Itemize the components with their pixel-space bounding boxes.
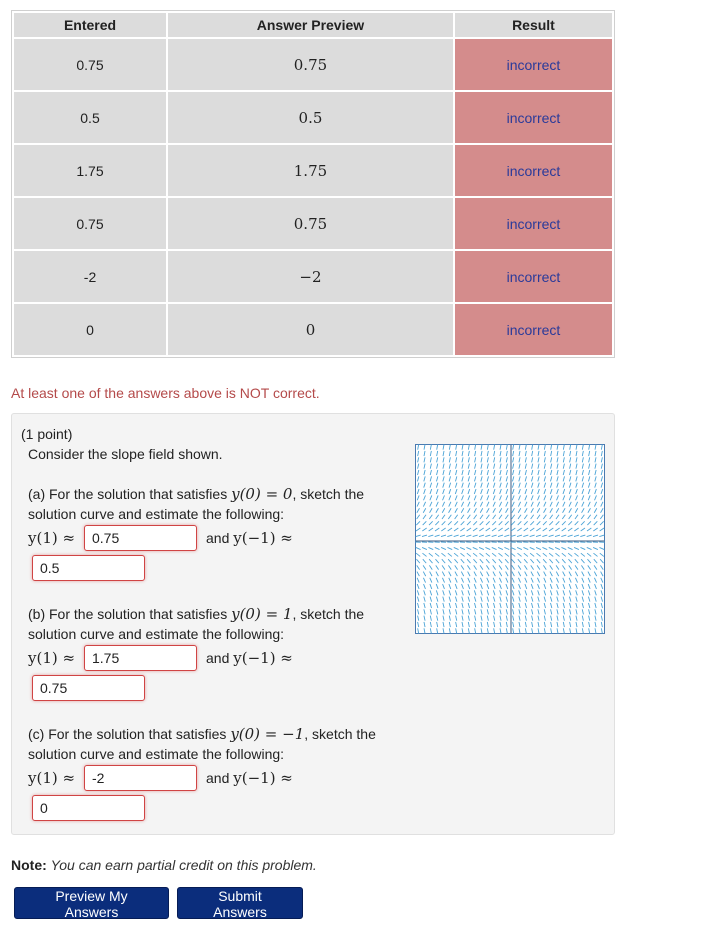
results-row — [14, 198, 612, 249]
part-b-text: (b) For the solution that satisfies y(0) = 1, sketch the solution curve and estimate the following: — [28, 605, 365, 642]
part-b-ym1-input[interactable] — [32, 675, 145, 701]
entered-cell: 0.75 — [14, 39, 166, 90]
results-header-row — [14, 13, 612, 37]
part-b-condition: y(0) = 1 — [231, 605, 293, 623]
entered-cell: 0.5 — [14, 92, 166, 143]
header-entered: Entered — [14, 13, 166, 37]
part-a-ym1-input[interactable] — [32, 555, 145, 581]
result-cell: incorrect — [455, 145, 612, 196]
result-cell: incorrect — [455, 39, 612, 90]
results-row — [14, 92, 612, 143]
part-a-and-label: and y(−1) ≈ — [206, 529, 293, 547]
part-b-y1-label: y(1) ≈ — [28, 649, 76, 667]
result-cell: incorrect — [455, 304, 612, 355]
part-c-and-label: and y(−1) ≈ — [206, 769, 293, 787]
slope-field-graph — [415, 444, 605, 634]
result-cell: incorrect — [455, 198, 612, 249]
problem-points: (1 point) — [21, 426, 73, 442]
results-row — [14, 145, 612, 196]
part-c-text: (c) For the solution that satisfies y(0) = −1, sketch the solution curve and estimate the following: — [28, 725, 376, 762]
preview-cell: 0.5 — [168, 92, 453, 143]
submit-answers-button[interactable]: Submit Answers — [177, 887, 303, 919]
preview-cell: −2 — [168, 251, 453, 302]
result-cell: incorrect — [455, 92, 612, 143]
part-b-y1-input[interactable] — [84, 645, 197, 671]
problem-intro: Consider the slope field shown. — [28, 446, 223, 462]
entered-cell: 1.75 — [14, 145, 166, 196]
results-row — [14, 304, 612, 355]
partial-credit-note: Note: You can earn partial credit on this problem. — [11, 857, 317, 873]
part-c-y1-input[interactable] — [84, 765, 197, 791]
results-row — [14, 251, 612, 302]
incorrect-warning: At least one of the answers above is NOT correct. — [11, 385, 320, 401]
part-a-condition: y(0) = 0 — [231, 485, 293, 503]
results-table — [11, 10, 615, 358]
results-row — [14, 39, 612, 90]
part-c-condition: y(0) = −1 — [230, 725, 305, 743]
entered-cell: 0 — [14, 304, 166, 355]
header-result: Result — [455, 13, 612, 37]
preview-cell: 0.75 — [168, 39, 453, 90]
header-answer-preview: Answer Preview — [168, 13, 453, 37]
result-cell: incorrect — [455, 251, 612, 302]
preview-cell: 0 — [168, 304, 453, 355]
part-a-text: (a) For the solution that satisfies y(0) = 0, sketch the solution curve and estimate the following: — [28, 485, 365, 522]
part-c-y1-label: y(1) ≈ — [28, 769, 76, 787]
part-c-ym1-input[interactable] — [32, 795, 145, 821]
preview-cell: 1.75 — [168, 145, 453, 196]
part-b-and-label: and y(−1) ≈ — [206, 649, 293, 667]
part-a-y1-input[interactable] — [84, 525, 197, 551]
entered-cell: -2 — [14, 251, 166, 302]
problem-box — [11, 413, 615, 835]
preview-cell: 0.75 — [168, 198, 453, 249]
preview-answers-button[interactable]: Preview My Answers — [14, 887, 169, 919]
entered-cell: 0.75 — [14, 198, 166, 249]
part-a-y1-label: y(1) ≈ — [28, 529, 76, 547]
